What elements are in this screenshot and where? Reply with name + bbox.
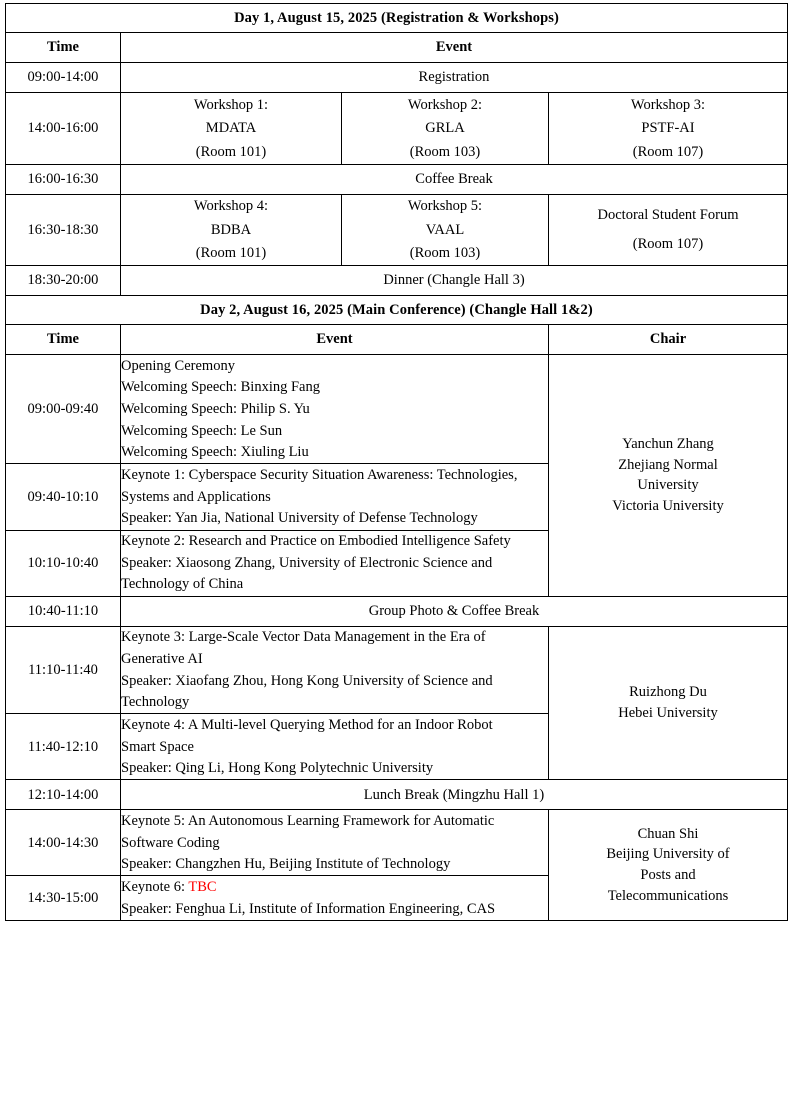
keynote-2-time: 10:10-10:40 xyxy=(6,530,121,596)
lunch-time: 12:10-14:00 xyxy=(6,780,121,810)
day1-header-time: Time xyxy=(6,33,121,63)
keynote-line: Systems and Applications xyxy=(121,488,271,505)
chair-line: Ruizhong Du xyxy=(629,684,707,701)
workshop-3-cell xyxy=(549,93,788,165)
keynote-line: Technology of China xyxy=(121,576,244,593)
day2-banner: Day 2, August 16, 2025 (Main Conference) (Changle Hall 1&2) xyxy=(6,296,788,325)
day2-header-time: Time xyxy=(6,325,121,355)
workshop-1-cell xyxy=(121,93,342,165)
table-row xyxy=(6,164,788,194)
chair-group-2 xyxy=(549,626,788,780)
table-row xyxy=(6,626,788,714)
conference-schedule xyxy=(5,3,787,921)
keynote-1-time: 09:40-10:10 xyxy=(6,464,121,530)
keynote-line: Generative AI xyxy=(121,650,203,667)
keynote-line: Speaker: Xiaofang Zhou, Hong Kong University of Science and xyxy=(121,672,493,689)
keynote-line: Smart Space xyxy=(121,738,194,755)
workshop-4-name: BDBA xyxy=(210,221,252,238)
day2-banner-row xyxy=(6,296,788,325)
keynote-line: Keynote 2: Research and Practice on Embodied Intelligence Safety xyxy=(121,533,511,550)
schedule-table xyxy=(5,3,788,921)
chair-line: University xyxy=(637,477,699,494)
table-row xyxy=(6,63,788,93)
keynote-5-event xyxy=(121,810,549,876)
chair-group-3 xyxy=(549,810,788,920)
table-row xyxy=(6,810,788,876)
workshop-3-title: Workshop 3: xyxy=(630,96,706,113)
doctoral-student-forum-cell xyxy=(549,194,788,266)
day1-banner-row xyxy=(6,4,788,33)
keynote-3-time: 11:10-11:40 xyxy=(6,626,121,714)
workshop-2-room: (Room 103) xyxy=(409,143,481,160)
table-row xyxy=(6,266,788,296)
workshop-4-cell xyxy=(121,194,342,266)
opening-line: Welcoming Speech: Binxing Fang xyxy=(121,379,320,396)
keynote-2-event xyxy=(121,530,549,596)
day2-header-chair: Chair xyxy=(549,325,788,355)
table-row xyxy=(6,93,788,165)
day1-header-row xyxy=(6,33,788,63)
table-row xyxy=(6,596,788,626)
keynote-line: Keynote 5: An Autonomous Learning Framework for Automatic xyxy=(121,812,495,829)
table-row xyxy=(6,194,788,266)
opening-event xyxy=(121,355,549,464)
coffee-break-event: Coffee Break xyxy=(121,164,788,194)
chair-line: Yanchun Zhang xyxy=(622,435,714,452)
chair-group-1 xyxy=(549,355,788,597)
lunch-event: Lunch Break (Mingzhu Hall 1) xyxy=(121,780,788,810)
registration-time: 09:00-14:00 xyxy=(6,63,121,93)
dinner-event: Dinner (Changle Hall 3) xyxy=(121,266,788,296)
opening-line: Welcoming Speech: Xiuling Liu xyxy=(121,444,309,461)
workshop-5-room: (Room 103) xyxy=(409,245,481,261)
keynote-line: Technology xyxy=(121,694,190,711)
chair-line: Victoria University xyxy=(612,498,724,515)
group-photo-time: 10:40-11:10 xyxy=(6,596,121,626)
keynote-6-tbc-badge: TBC xyxy=(188,879,217,896)
workshop-1-title: Workshop 1: xyxy=(193,96,269,113)
workshop-1-room: (Room 101) xyxy=(195,143,267,160)
day2-header-row xyxy=(6,325,788,355)
keynote-line: Keynote 1: Cyberspace Security Situation Awareness: Technologies, xyxy=(121,467,518,484)
opening-line: Welcoming Speech: Philip S. Yu xyxy=(121,400,310,417)
keynote-4-event xyxy=(121,714,549,780)
keynote-line: Speaker: Yan Jia, National University of Defense Technology xyxy=(121,510,478,527)
keynote-3-event xyxy=(121,626,549,714)
keynote-6-time: 14:30-15:00 xyxy=(6,876,121,920)
keynote-line: Speaker: Fenghua Li, Institute of Information Engineering, CAS xyxy=(121,900,496,917)
workshop-1-name: MDATA xyxy=(205,120,257,136)
table-row xyxy=(6,780,788,810)
chair-line: Beijing University of xyxy=(606,846,730,863)
keynote-line: Software Coding xyxy=(121,834,220,851)
keynote-6-prefix: Keynote 6: xyxy=(121,879,189,896)
table-row xyxy=(6,355,788,464)
day1-header-event: Event xyxy=(121,33,788,63)
doctoral-forum-name: Doctoral Student Forum xyxy=(597,207,739,224)
keynote-line: Speaker: Changzhen Hu, Beijing Institute of Technology xyxy=(121,856,451,873)
day1-banner: Day 1, August 15, 2025 (Registration & Workshops) xyxy=(6,4,788,33)
workshops-a-time: 14:00-16:00 xyxy=(6,93,121,165)
chair-line: Posts and xyxy=(640,867,696,884)
chair-line: Chuan Shi xyxy=(637,825,699,842)
workshop-4-title: Workshop 4: xyxy=(193,198,269,214)
chair-line: Hebei University xyxy=(618,705,718,722)
workshop-2-title: Workshop 2: xyxy=(407,96,483,113)
keynote-4-time: 11:40-12:10 xyxy=(6,714,121,780)
chair-line: Telecommunications xyxy=(607,888,729,905)
keynote-line: Speaker: Xiaosong Zhang, University of Electronic Science and xyxy=(121,554,493,571)
workshop-4-room: (Room 101) xyxy=(195,245,267,261)
opening-time: 09:00-09:40 xyxy=(6,355,121,464)
workshop-5-cell xyxy=(342,194,549,266)
workshop-3-room: (Room 107) xyxy=(632,143,704,160)
group-photo-event: Group Photo & Coffee Break xyxy=(121,596,788,626)
workshop-3-name: PSTF-AI xyxy=(641,120,695,136)
keynote-line: Keynote 3: Large-Scale Vector Data Management in the Era of xyxy=(121,629,486,646)
workshop-5-title: Workshop 5: xyxy=(407,198,483,214)
keynote-6-title-line xyxy=(121,876,548,898)
keynote-line: Speaker: Qing Li, Hong Kong Polytechnic University xyxy=(121,760,434,777)
keynote-1-event xyxy=(121,464,549,530)
coffee-break-time: 16:00-16:30 xyxy=(6,164,121,194)
keynote-6-event xyxy=(121,876,549,920)
workshop-2-name: GRLA xyxy=(425,120,465,136)
opening-line: Opening Ceremony xyxy=(121,357,235,374)
day2-header-event: Event xyxy=(121,325,549,355)
keynote-5-time: 14:00-14:30 xyxy=(6,810,121,876)
registration-event: Registration xyxy=(121,63,788,93)
workshop-2-cell xyxy=(342,93,549,165)
keynote-line: Keynote 4: A Multi-level Querying Method for an Indoor Robot xyxy=(121,716,493,733)
workshop-5-name: VAAL xyxy=(425,221,465,238)
chair-line: Zhejiang Normal xyxy=(618,456,718,473)
workshops-b-time: 16:30-18:30 xyxy=(6,194,121,266)
doctoral-forum-room: (Room 107) xyxy=(632,235,704,252)
dinner-time: 18:30-20:00 xyxy=(6,266,121,296)
opening-line: Welcoming Speech: Le Sun xyxy=(121,422,283,439)
